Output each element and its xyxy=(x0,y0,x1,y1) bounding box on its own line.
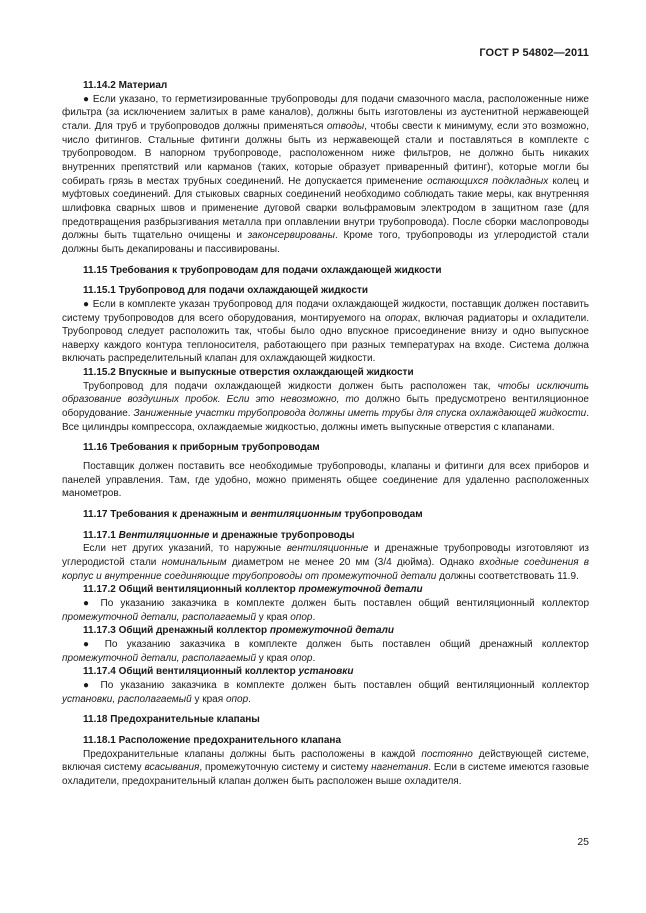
body-paragraph: ● Если указано, то герметизированные трубопроводы для подачи смазочного масла, расположенные ниже фильтра (за исключением залитых в раме каналов), должны быть изготовлены из аустенитной нержавеющей стали. Для труб и трубопроводов должны применяться отводы, чтобы свести к минимуму, если это возможно, число фитингов. Стальные фитинги должны быть из нержавеющей стали и поставляться в комплекте с трубопроводом. В напорном трубопроводе, расположенном ниже фильтров, не должно быть никаких внутренних препятствий или карманов (таких, которые образует приваренный фитинг), которые могли бы собирать грязь в местах трубных соединений. Не допускается применение остающихся подкладных колец и муфтовых соединений. Для стыковых сварных соединений необходимо соблюдать такие меры, как внутренняя шлифовка сварных швов и применение дуговой сварки вольфрамовым электродом в защитном газе (для предотвращения разбрызгивания металла при оплавлении внутри трубопровода). После сборки маслопроводы должны быть тщательно очищены и законсервированы. Кроме того, трубопроводы из углеродистой стали должны быть декапированы и пассивированы. xyxy=(62,93,589,255)
body-paragraph: ● По указанию заказчика в комплекте должен быть поставлен общий вентиляционный коллектор установки, располагаемый у края опор. xyxy=(62,679,589,705)
section-heading: 11.15.1 Трубопровод для подачи охлаждающей жидкости xyxy=(83,285,369,297)
page-number: 25 xyxy=(577,836,589,848)
section-heading: 11.17.1 Вентиляционные и дренажные трубопроводы xyxy=(83,529,355,541)
section-heading: 11.17 Требования к дренажным и вентиляционным трубопроводам xyxy=(83,509,423,521)
standard-header: ГОСТ Р 54802—2011 xyxy=(479,47,589,59)
body-paragraph: ● Если в комплекте указан трубопровод для подачи охлаждающей жидкости, поставщик должен поставить систему трубопроводов для всего оборудования, монтируемого на опорах, включая радиаторы и охладители. Трубопровод следует расположить так, чтобы было одно впускное присоединение внизу и одно выпускное наверху каждого контура теплоносителя, работающего при разных температурах на входе. Система должна включать распределительный клапан для охлаждающей жидкости. xyxy=(62,298,589,365)
document-body xyxy=(62,79,589,789)
section-heading: 11.16 Требования к приборным трубопроводам xyxy=(83,442,320,454)
body-paragraph: ● По указанию заказчика в комплекте должен быть поставлен общий дренажный коллектор промежуточной детали, располагаемый у края опор. xyxy=(62,638,589,664)
section-heading: 11.18.1 Расположение предохранительного клапана xyxy=(83,734,342,746)
body-paragraph: Поставщик должен поставить все необходимые трубопроводы, клапаны и фитинги для всех приборов и панелей управления. Там, где удобно, можно применять общее соединение для удаленно расположенных манометров. xyxy=(62,461,589,500)
section-heading: 11.17.4 Общий вентиляционный коллектор установки xyxy=(83,666,354,678)
section-heading: 11.15.2 Впускные и выпускные отверстия охлаждающей жидкости xyxy=(83,367,414,379)
section-heading: 11.17.3 Общий дренажный коллектор промежуточной детали xyxy=(83,625,394,637)
section-heading: 11.14.2 Материал xyxy=(83,80,168,91)
section-heading: 11.15 Требования к трубопроводам для подачи охлаждающей жидкости xyxy=(83,264,442,276)
body-paragraph: ● По указанию заказчика в комплекте должен быть поставлен общий вентиляционный коллектор промежуточной детали, располагаемый у края опор. xyxy=(62,597,589,623)
section-heading: 11.18 Предохранительные клапаны xyxy=(83,714,260,726)
body-paragraph: Предохранительные клапаны должны быть расположены в каждой постоянно действующей системе, включая систему всасывания, промежуточную систему и систему нагнетания. Если в системе имеются газовые охладители, предохранительный клапан должен быть расположен выше охладителя. xyxy=(62,748,590,787)
body-paragraph: Если нет других указаний, то наружные вентиляционные и дренажные трубопроводы изготовляют из углеродистой стали номинальным диаметром не менее 20 мм (3/4 дюйма). Однако входные соединения в корпус и внутренние соединяющие трубопроводы от промежуточной детали должны соответствовать 11.9. xyxy=(62,543,590,582)
section-heading: 11.17.2 Общий вентиляционный коллектор промежуточной детали xyxy=(83,584,423,596)
body-paragraph: Трубопровод для подачи охлаждающей жидкости должен быть расположен так, чтобы исключить образование воздушных пробок. Если это невозможно, то должно быть предусмотрено вентиляционное оборудование. Заниженные участки трубопровода должны иметь трубы для спуска охлаждающей жидкости. Все цилиндры компрессора, охлаждаемые жидкостью, должны иметь выпускные отверстия с клапанами. xyxy=(62,380,590,433)
